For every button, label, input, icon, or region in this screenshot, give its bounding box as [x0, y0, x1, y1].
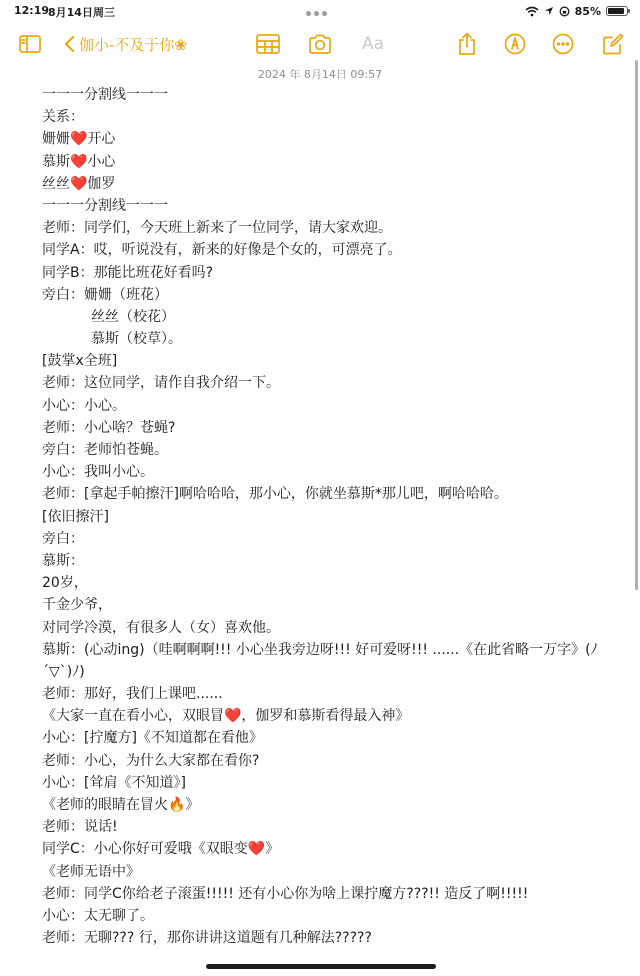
- note-line: 旁白：姗姗（班花）: [42, 286, 168, 303]
- status-bar: [0, 0, 640, 22]
- rotation-lock-icon: [559, 6, 570, 17]
- note-line: 小心：太无聊了。: [42, 907, 154, 924]
- note-line: 同学A：哎，听说没有，新来的好像是个女的，可漂亮了。: [42, 242, 402, 259]
- note-line: 一一一分割线一一一: [42, 87, 168, 103]
- sidebar-icon: [19, 35, 41, 53]
- back-button-label: 伽小-不及于你❀: [79, 35, 187, 54]
- note-line: 慕斯：(心动ing)（哇啊啊啊!!! 小心坐我旁边呀!!! 好可爱呀!!! ......《在此省略一万字》(ﾉ´▽`)ﾉ): [42, 641, 598, 680]
- multitasking-dots-icon[interactable]: [306, 6, 334, 12]
- note-line: 老师：说话!: [42, 819, 118, 836]
- more-icon: [552, 33, 574, 55]
- note-line: 丝丝❤️伽罗: [42, 175, 116, 192]
- markup-button[interactable]: [502, 30, 528, 58]
- note-line: 慕斯❤️小心: [42, 153, 116, 170]
- note-line: 老师：[拿起手帕擦汗]啊哈哈哈，那小心，你就坐慕斯*那儿吧，啊哈哈哈。: [42, 486, 508, 503]
- note-line: 老师：那好，我们上课吧......: [42, 686, 223, 703]
- note-line: 小心：[拧魔方]《不知道都在看他》: [42, 730, 263, 747]
- note-line: [依旧擦汗]: [42, 508, 109, 525]
- sidebar-toggle-button[interactable]: [16, 30, 44, 58]
- note-line: 千金少爷，: [42, 597, 112, 614]
- note-line: 旁白：老师怕苍蝇。: [42, 442, 168, 458]
- table-icon: [256, 34, 280, 54]
- share-button[interactable]: [454, 30, 480, 58]
- note-line: 一一一分割线一一一: [42, 197, 168, 214]
- status-date: 8月14日周三: [48, 6, 115, 19]
- note-line: 老师：小心啥？苍蝇?: [42, 419, 176, 436]
- note-line: 老师：这位同学，请作自我介绍一下。: [42, 375, 280, 392]
- scrollbar[interactable]: [635, 60, 638, 590]
- note-line: 老师：小心，为什么大家都在看你?: [42, 752, 260, 769]
- note-line: 小心：[耸肩《不知道》]: [42, 774, 186, 791]
- note-body[interactable]: [42, 84, 602, 949]
- note-line: 关系：: [42, 109, 84, 126]
- more-button[interactable]: [550, 30, 576, 58]
- note-line: 姗姗❤️开心: [42, 131, 116, 148]
- note-line: 丝丝（校花）: [42, 308, 175, 325]
- status-time: 12:19: [14, 4, 50, 17]
- note-line: 《大家一直在看小心，双眼冒❤️，伽罗和慕斯看得最入神》: [42, 708, 410, 725]
- note-line: 同学C：小心你好可爱哦《双眼变❤️》: [42, 841, 280, 858]
- note-line: 《老师的眼睛在冒火🔥》: [42, 797, 200, 814]
- note-line: 对同学冷漠，有很多人（女）喜欢他。: [42, 619, 280, 636]
- table-button[interactable]: [254, 30, 282, 58]
- chevron-left-icon: [64, 35, 75, 53]
- format-button[interactable]: Aa: [361, 34, 385, 54]
- camera-icon: [308, 34, 332, 54]
- note-line: 老师：同学们，今天班上新来了一位同学，请大家欢迎。: [42, 220, 392, 237]
- note-line: 同学B：那能比班花好看吗?: [42, 264, 214, 281]
- compose-button[interactable]: [600, 30, 626, 58]
- note-line: 小心：小心。: [42, 397, 126, 414]
- battery-percent: 85%: [574, 4, 601, 18]
- note-date: 2024 年 8月14日 09:57: [257, 68, 383, 81]
- location-icon: [544, 6, 554, 16]
- note-line: 20岁，: [42, 575, 88, 592]
- compose-icon: [602, 33, 624, 55]
- note-line: 旁白：: [42, 530, 84, 547]
- share-icon: [457, 32, 477, 56]
- back-button[interactable]: [64, 30, 187, 58]
- markup-pen-icon: [504, 33, 526, 55]
- wifi-icon: [525, 6, 539, 17]
- note-line: 老师：同学C你给老子滚蛋!!!!! 还有小心你为啥上课拧魔方???!! 造反了啊!!!!!: [42, 885, 529, 902]
- battery-icon: [606, 6, 628, 16]
- note-line: 老师：无聊??? 行，那你讲讲这道题有几种解法?????: [42, 930, 372, 947]
- note-line: 小心：我叫小心。: [42, 464, 154, 481]
- toolbar: [0, 24, 640, 64]
- camera-button[interactable]: [306, 30, 334, 58]
- note-line: 《老师无语中》: [42, 863, 140, 880]
- note-line: 慕斯：: [42, 552, 84, 569]
- note-line: 慕斯（校草）。: [42, 331, 182, 348]
- note-line: [鼓掌x全班]: [42, 353, 118, 370]
- home-indicator[interactable]: [206, 964, 436, 969]
